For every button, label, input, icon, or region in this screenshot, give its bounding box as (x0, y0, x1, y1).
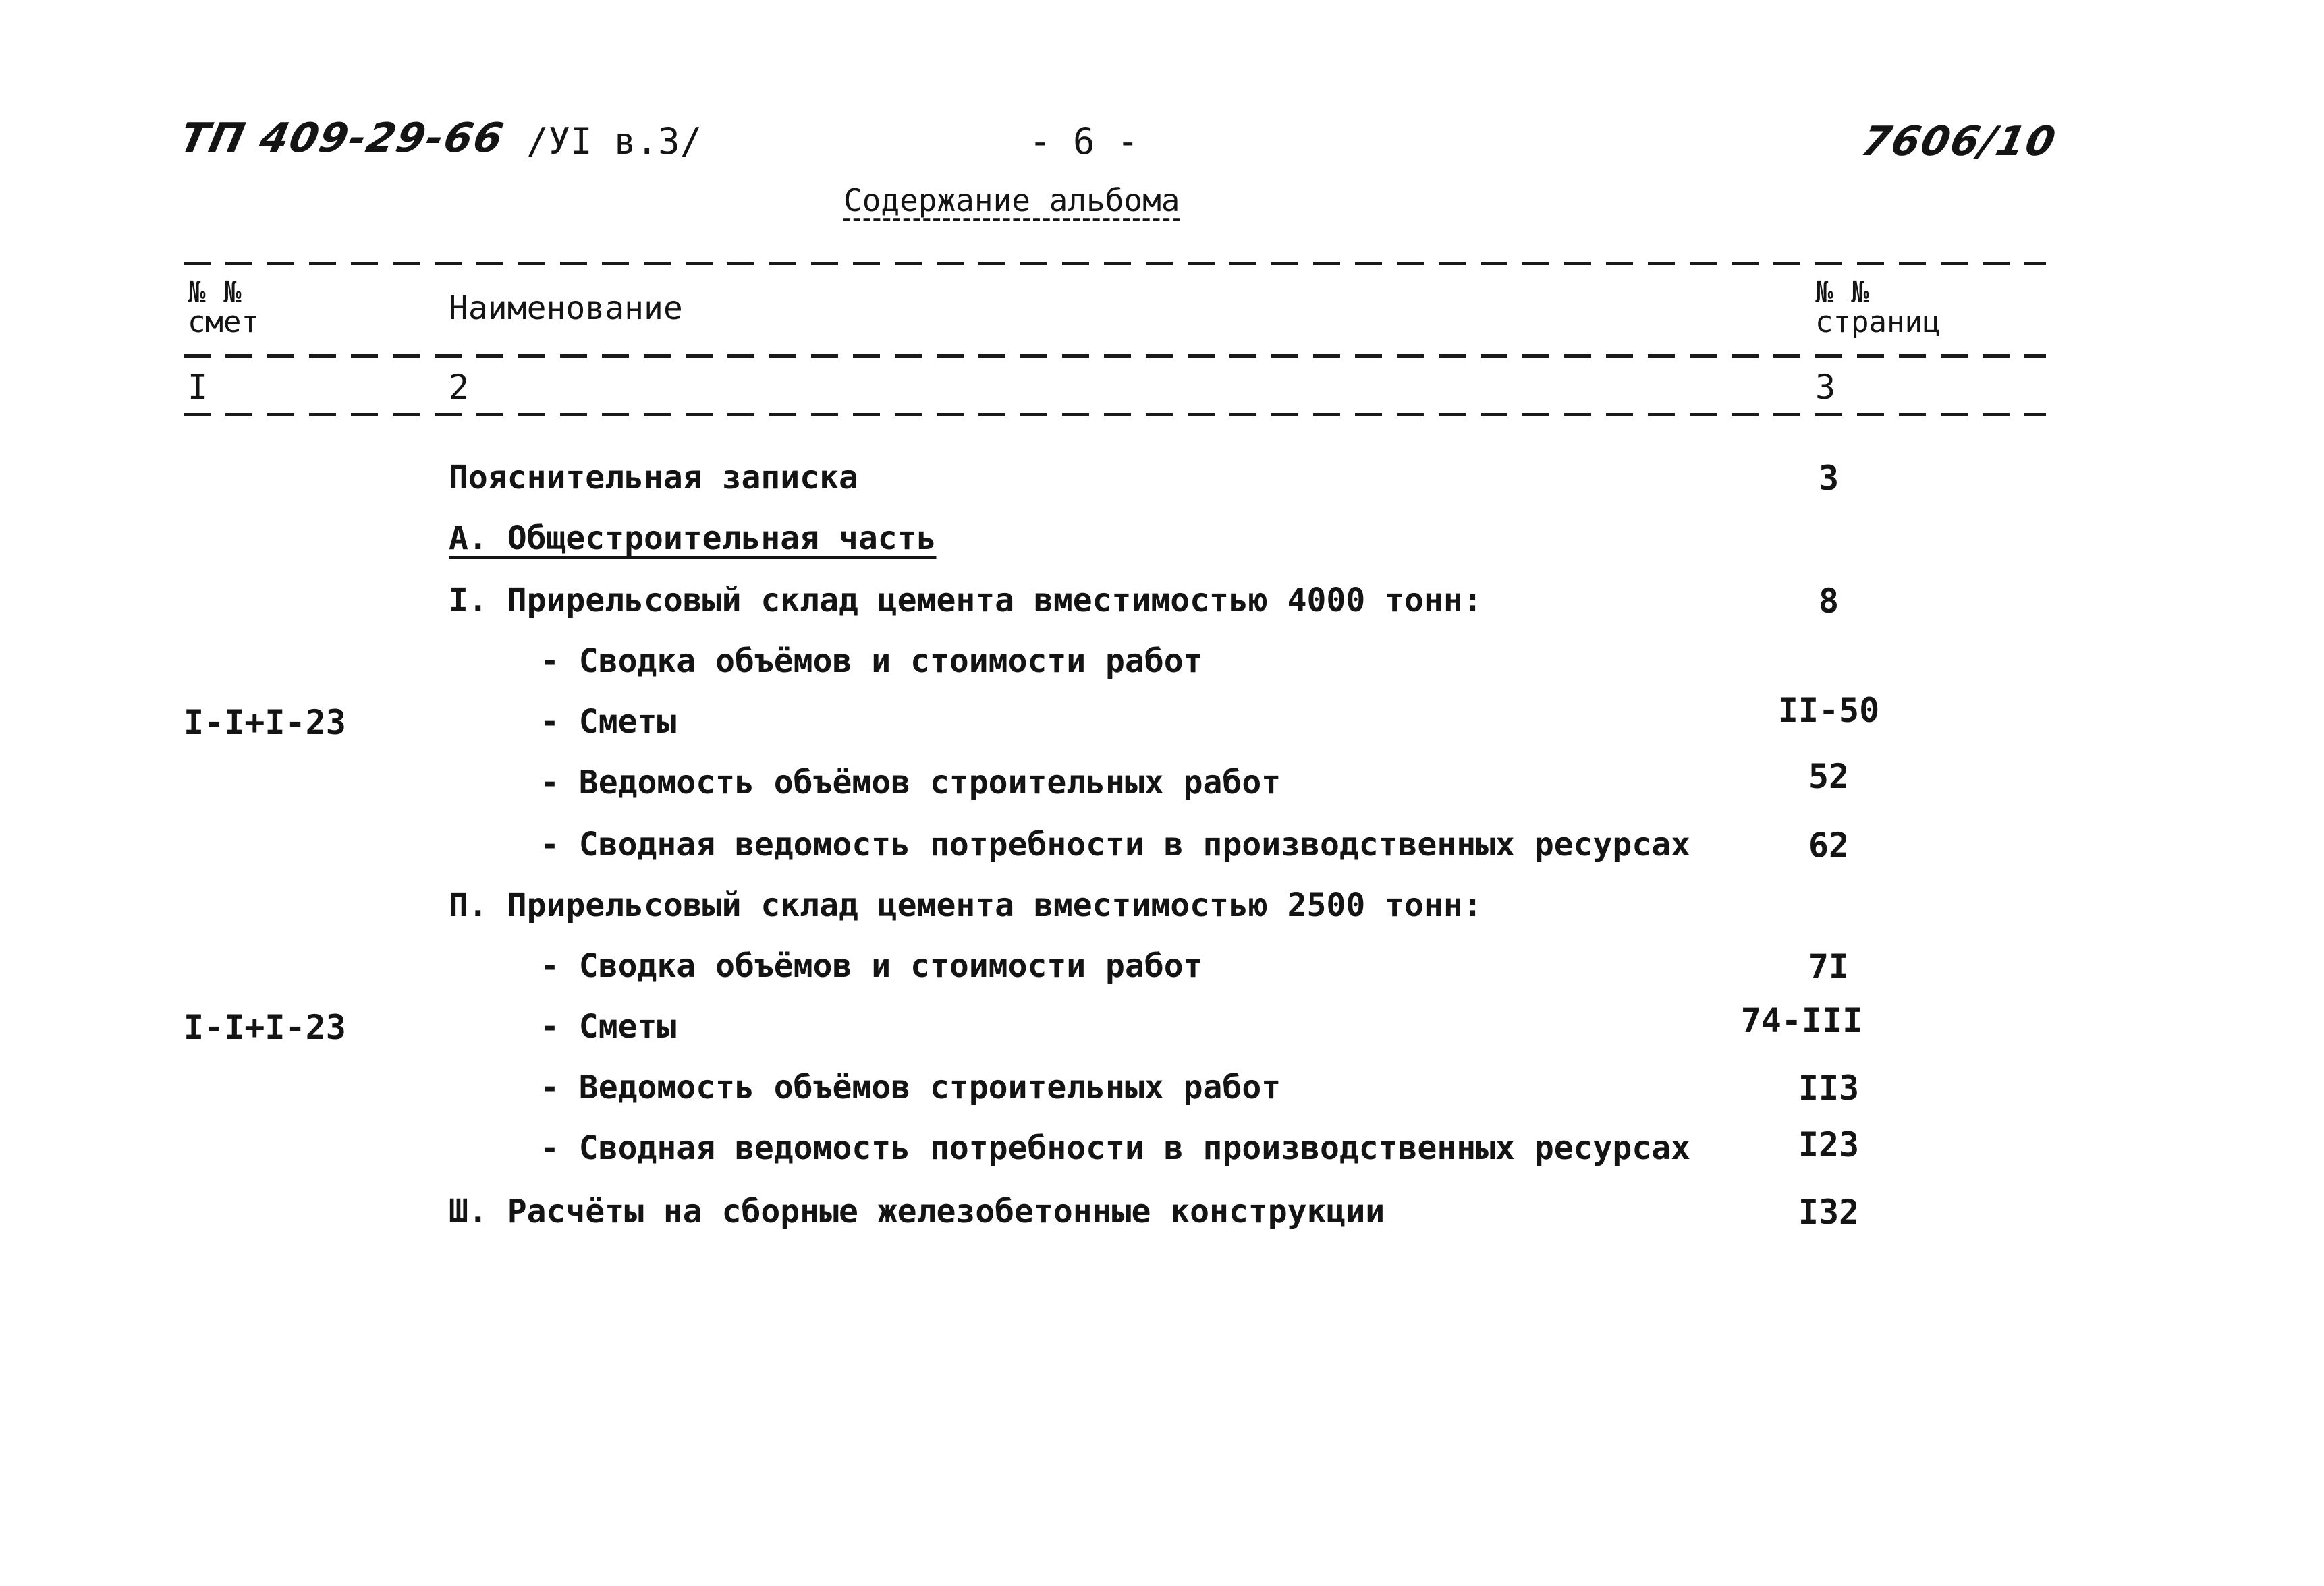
row-name: - Сметы (540, 703, 677, 741)
column-index-3: 3 (1815, 368, 1836, 407)
table-header-rule (184, 354, 2046, 358)
archive-number: 7606/10 (1857, 118, 2061, 165)
table-row (0, 1125, 2324, 1170)
row-page: I32 (1798, 1193, 1860, 1232)
column-index-1: I (188, 368, 209, 407)
table-row (0, 826, 2324, 866)
table-row (0, 691, 2324, 743)
table-top-rule (184, 262, 2046, 265)
row-name: - Сводная ведомость потребности в производственных ресурсах (540, 1129, 1691, 1167)
row-name: - Сводка объёмов и стоимости работ (540, 642, 1203, 680)
table-row (0, 1001, 2324, 1048)
row-page: 62 (1808, 826, 1850, 865)
row-page: 8 (1818, 582, 1839, 621)
table-row (0, 886, 2324, 927)
row-name: - Сводная ведомость потребности в производственных ресурсах (540, 826, 1691, 863)
table-row (0, 1193, 2324, 1233)
row-page: II-50 (1777, 691, 1880, 730)
table-row (0, 519, 2324, 560)
row-name: П. Прирельсовый склад цемента вместимостью 2500 тонн: (449, 886, 1483, 924)
table-index-rule (184, 413, 2046, 416)
row-name: - Сводка объёмов и стоимости работ (540, 947, 1203, 985)
table-row (0, 947, 2324, 988)
row-code: I-I+I-23 (184, 1008, 346, 1047)
table-row (0, 1069, 2324, 1109)
row-page: 7I (1808, 947, 1850, 986)
page-title: Содержание альбома (843, 182, 1180, 219)
row-name: - Ведомость объёмов строительных работ (540, 764, 1281, 801)
column-index-2: 2 (449, 368, 470, 407)
page-number: - 6 - (1029, 120, 1139, 163)
row-page: II3 (1798, 1069, 1860, 1108)
column-header-pages: № № страниц (1815, 275, 1941, 339)
row-page: 74-III (1740, 1001, 1863, 1040)
table-row (0, 757, 2324, 804)
table-row (0, 642, 2324, 683)
row-page: 52 (1808, 757, 1850, 796)
row-name: Пояснительная записка (449, 459, 858, 497)
row-page: 3 (1818, 459, 1839, 498)
row-name: - Сметы (540, 1008, 677, 1046)
row-name: - Ведомость объёмов строительных работ (540, 1069, 1281, 1106)
row-code: I-I+I-23 (184, 703, 346, 742)
volume-label: /УI в.3/ (526, 120, 702, 163)
row-name: I. Прирельсовый склад цемента вместимостью 4000 тонн: (449, 582, 1483, 619)
column-header-estimates: № № смет (188, 275, 259, 339)
row-name: Ш. Расчёты на сборные железобетонные конструкции (449, 1193, 1385, 1230)
row-name: А. Общестроительная часть (449, 519, 937, 557)
project-code: ТП 409-29-66 (175, 115, 509, 162)
table-row (0, 582, 2324, 622)
table-row (0, 459, 2324, 499)
row-page: I23 (1798, 1125, 1860, 1164)
column-header-name: Наименование (449, 289, 683, 327)
